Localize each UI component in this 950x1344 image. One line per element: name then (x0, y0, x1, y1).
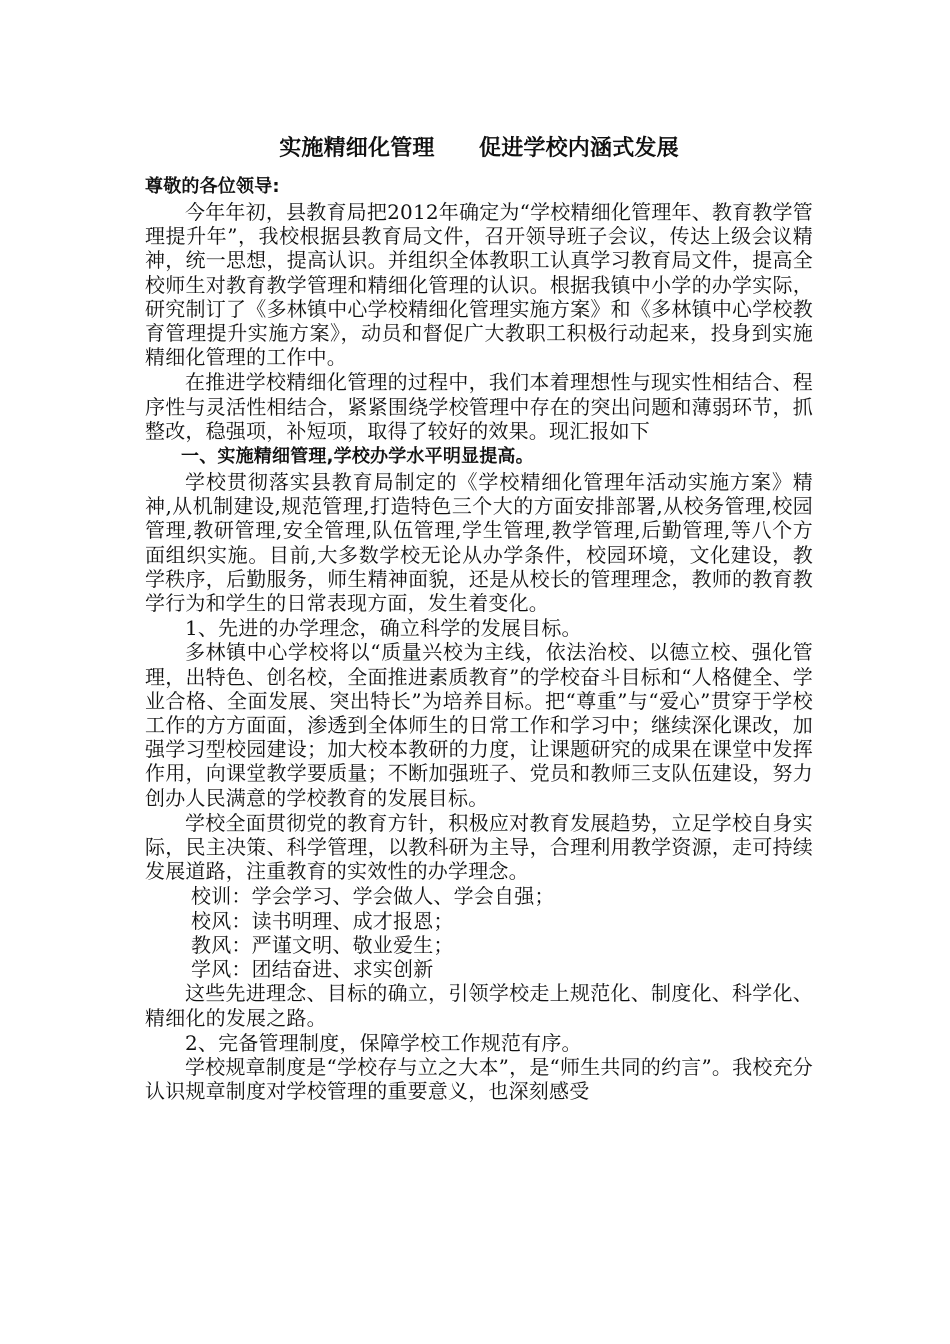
paragraph-section-1: 学校贯彻落实县教育局制定的《学校精细化管理年活动实施方案》精神,从机制建设,规范管理,打造特色三个大的方面安排部署,从校务管理,校园管理,教研管理,安全管理,队伍管理,学生管理,教学管理,后勤管理,等八个方面组织实施。目前,大多数学校无论从办学条件，校园环境，文化建设，教学秩序，后勤服务，师生精神面貌，还是从校长的管理理念，教师的教育教学行为和学生的日常表现方面，发生着变化。 (145, 470, 813, 616)
motto-teaching-style: 教风：严谨文明、敬业爱生； (191, 932, 454, 957)
motto-school-motto: 校训：学会学习、学会做人、学会自强； (191, 884, 555, 909)
paragraph-intro: 今年年初，县教育局把2012年确定为“学校精细化管理年、教育教学管理提升年”，我校根据县教育局文件，召开领导班子会议，传达上级会议精神，统一思想，提高认识。并组织全体教职工认真学习教育局文件，提高全校师生对教育教学管理和精细化管理的认识。根据我镇中小学的办学实际，研究制订了《多林镇中心学校精细化管理实施方案》和《多林镇中心学校教育管理提升实施方案》，动员和督促广大教职工积极行动起来，投身到实施精细化管理的工作中。 (145, 200, 813, 370)
document-page (145, 132, 813, 1104)
subheading-1: 1、先进的办学理念，确立科学的发展目标。 (185, 616, 582, 641)
paragraph-conclusion: 这些先进理念、目标的确立，引领学校走上规范化、制度化、科学化、精细化的发展之路。 (145, 981, 813, 1030)
document-title: 实施精细化管理 促进学校内涵式发展 (279, 136, 679, 161)
paragraph-summary: 在推进学校精细化管理的过程中，我们本着理想性与现实性相结合、程序性与灵活性相结合，紧紧围绕学校管理中存在的突出问题和薄弱环节，抓整改，稳强项，补短项，取得了较好的效果。现汇报如下 (145, 370, 813, 443)
paragraph-rules: 学校规章制度是“学校存与立之大本”，是“师生共同的约言”。我校充分认识规章制度对学校管理的重要意义，也深刻感受 (145, 1054, 813, 1104)
subheading-2: 2、完备管理制度，保障学校工作规范有序。 (185, 1030, 582, 1055)
section-heading-1: 一、实施精细管理,学校办学水平明显提高。 (181, 446, 534, 468)
motto-school-spirit: 校风：读书明理、成才报恩； (191, 908, 454, 933)
salutation: 尊敬的各位领导: (145, 176, 280, 197)
paragraph-goals: 多林镇中心学校将以“质量兴校为主线，依法治校、以德立校、强化管理，出特色、创名校，全面推进素质教育”的学校奋斗目标和“人格健全、学业合格、全面发展、突出特长”为培养目标。把“尊重”与“爱心”贯穿于学校工作的方方面面，渗透到全体师生的日常工作和学习中；继续深化课改，加强学习型校园建设；加大校本教研的力度，让课题研究的成果在课堂中发挥作用，向课堂教学要质量；不断加强班子、党员和教师三支队伍建设，努力创办人民满意的学校教育的发展目标。 (145, 640, 813, 810)
paragraph-philosophy: 学校全面贯彻党的教育方针，积极应对教育发展趋势，立足学校自身实际，民主决策、科学管理，以教科研为主导，合理利用教学资源，走可持续发展道路，注重教育的实效性的办学理念。 (145, 810, 813, 884)
motto-study-style: 学风：团结奋进、求实创新 (191, 957, 434, 982)
